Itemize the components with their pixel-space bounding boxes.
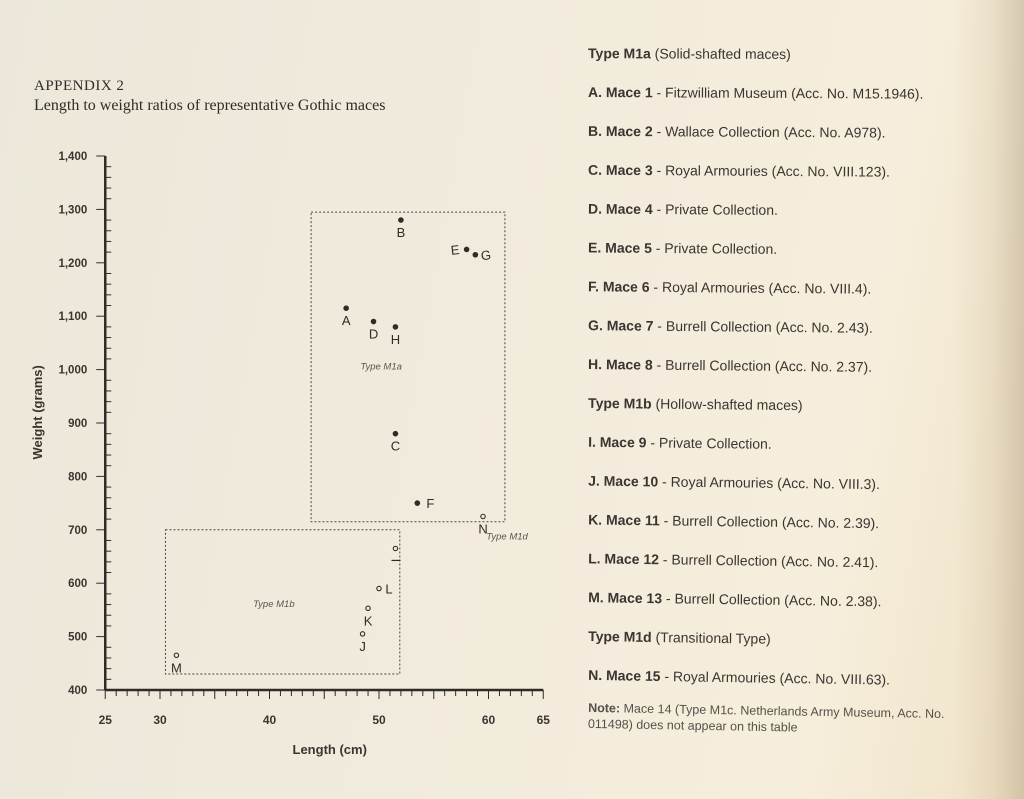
legend-note	[588, 700, 949, 738]
x-tick-label: 40	[262, 713, 277, 727]
legend-item	[588, 237, 988, 279]
legend-item	[588, 121, 988, 162]
data-point-label: M	[171, 660, 182, 676]
data-point	[481, 514, 485, 518]
data-point	[360, 632, 364, 636]
legend-item-head: Type M1b	[588, 394, 652, 412]
legend-item-head: B. Mace 2	[588, 122, 653, 140]
data-point-label: B	[396, 225, 406, 241]
legend-item	[588, 43, 988, 84]
legend-item-text: - Royal Armouries (Acc. No. VIII.3).	[658, 473, 881, 493]
region-label: Type M1d	[486, 531, 528, 543]
legend-item	[588, 393, 988, 436]
y-tick-label: 800	[68, 471, 88, 484]
data-point	[415, 500, 421, 506]
legend-list	[588, 44, 988, 735]
data-point-label: H	[390, 331, 401, 347]
legend-item-head: E. Mace 5	[588, 239, 652, 256]
data-point-label: G	[480, 247, 492, 264]
legend-item-text: - Burrell Collection (Acc. No. 2.43).	[653, 317, 873, 336]
region-label: Type M1a	[360, 361, 402, 373]
legend-item-head: Type M1d	[588, 628, 652, 645]
legend-item-head: M. Mace 13	[588, 589, 663, 607]
legend-item-text: - Private Collection.	[652, 201, 779, 218]
legend-item-head: F. Mace 6	[588, 278, 650, 295]
y-tick-label: 1,200	[58, 257, 88, 270]
legend-item-text: - Burrell Collection (Acc. No. 2.41).	[658, 551, 879, 571]
legend-item	[588, 432, 988, 476]
legend-item	[588, 471, 988, 515]
data-point	[366, 606, 370, 610]
y-tick-label: 900	[68, 418, 88, 430]
data-point-label: F	[426, 496, 435, 512]
y-tick-label: 600	[68, 578, 88, 591]
legend-item-text: - Burrell Collection (Acc. No. 2.39).	[659, 512, 880, 532]
y-axis-label: Weight (grams)	[30, 365, 45, 460]
legend-item	[588, 509, 988, 553]
legend-item-text: - Burrell Collection (Acc. No. 2.38).	[661, 590, 882, 610]
y-tick-label: 500	[68, 631, 88, 644]
legend-item-head: K. Mace 11	[588, 511, 660, 529]
chart-subtitle: Length to weight ratios of representative Gothic maces	[34, 97, 386, 114]
data-point-label: C	[390, 438, 401, 454]
data-point	[343, 305, 349, 311]
legend-item-head: I. Mace 9	[588, 433, 647, 451]
data-point	[174, 653, 178, 657]
legend-item-head: C. Mace 3	[588, 161, 653, 179]
legend-item-text: - Wallace Collection (Acc. No. A978).	[652, 123, 886, 141]
legend-item	[588, 199, 988, 241]
legend-item	[588, 548, 988, 592]
y-tick-label: 1,100	[58, 311, 88, 324]
legend-item	[588, 587, 989, 632]
x-tick-label: 50	[372, 713, 386, 727]
x-tick-label: 30	[153, 713, 167, 727]
data-point	[393, 431, 399, 437]
data-point	[393, 546, 397, 550]
data-point-label: K	[363, 613, 373, 629]
legend-item-text: (Solid-shafted maces)	[650, 45, 791, 63]
data-point-label: L	[385, 581, 393, 597]
legend-item-text: - Royal Armouries (Acc. No. VIII.4).	[649, 278, 872, 297]
data-point	[393, 324, 399, 330]
data-point-label: N	[478, 521, 488, 537]
legend-item-text: (Transitional Type)	[651, 628, 771, 647]
data-point-label: J	[359, 638, 366, 654]
data-point	[377, 586, 381, 590]
appendix-title: APPENDIX 2	[34, 78, 125, 94]
legend-item	[588, 315, 988, 358]
legend-item	[588, 354, 988, 397]
y-tick-label: 700	[68, 524, 88, 537]
x-tick-label: 65	[536, 713, 550, 727]
data-point-label: I	[388, 558, 404, 563]
legend-item-text: - Private Collection.	[646, 434, 772, 452]
x-tick-label: 60	[481, 713, 496, 727]
legend-item-text: - Royal Armouries (Acc. No. VIII.63).	[660, 668, 891, 688]
y-tick-label: 1,300	[58, 204, 88, 217]
data-point-label: A	[341, 313, 351, 329]
legend-item	[588, 82, 988, 123]
legend-item-text: - Private Collection.	[651, 239, 778, 257]
legend-item-text: (Hollow-shafted maces)	[651, 395, 803, 414]
legend-item-head: D. Mace 4	[588, 200, 653, 218]
data-point-label: D	[368, 326, 379, 342]
legend-note-text: Mace 14 (Type M1c. Netherlands Army Museum, Acc. No. 011498) does not appear on this table	[587, 701, 945, 735]
data-point	[473, 252, 479, 258]
legend-item-text: - Fitzwilliam Museum (Acc. No. M15.1946).	[652, 84, 924, 102]
legend-item-head: G. Mace 7	[588, 317, 654, 334]
data-point	[398, 217, 404, 223]
legend-item-head: N. Mace 15	[588, 666, 661, 685]
legend-item-head: H. Mace 8	[588, 356, 653, 373]
legend-item	[588, 160, 988, 202]
x-tick-label: 25	[98, 713, 112, 727]
data-point-label: E	[450, 242, 461, 258]
legend-item-text: - Royal Armouries (Acc. No. VIII.123).	[652, 162, 891, 180]
legend-note-head: Note:	[588, 700, 621, 716]
legend-item-head: L. Mace 12	[588, 550, 660, 568]
legend-item-head: A. Mace 1	[588, 83, 653, 101]
y-tick-label: 1,000	[58, 364, 88, 377]
y-tick-label: 400	[68, 685, 88, 697]
data-point	[371, 319, 377, 325]
y-tick-label: 1,400	[58, 151, 88, 163]
legend-item-text: - Burrell Collection (Acc. No. 2.37).	[652, 356, 873, 375]
region-label: Type M1b	[253, 599, 295, 611]
region-box	[311, 212, 505, 522]
x-axis-label: Length (cm)	[292, 742, 367, 757]
legend-item	[588, 626, 989, 671]
legend-item	[588, 276, 988, 318]
legend-item-head: Type M1a	[588, 45, 651, 62]
data-point	[464, 247, 470, 253]
legend-item-head: J. Mace 10	[588, 472, 659, 490]
